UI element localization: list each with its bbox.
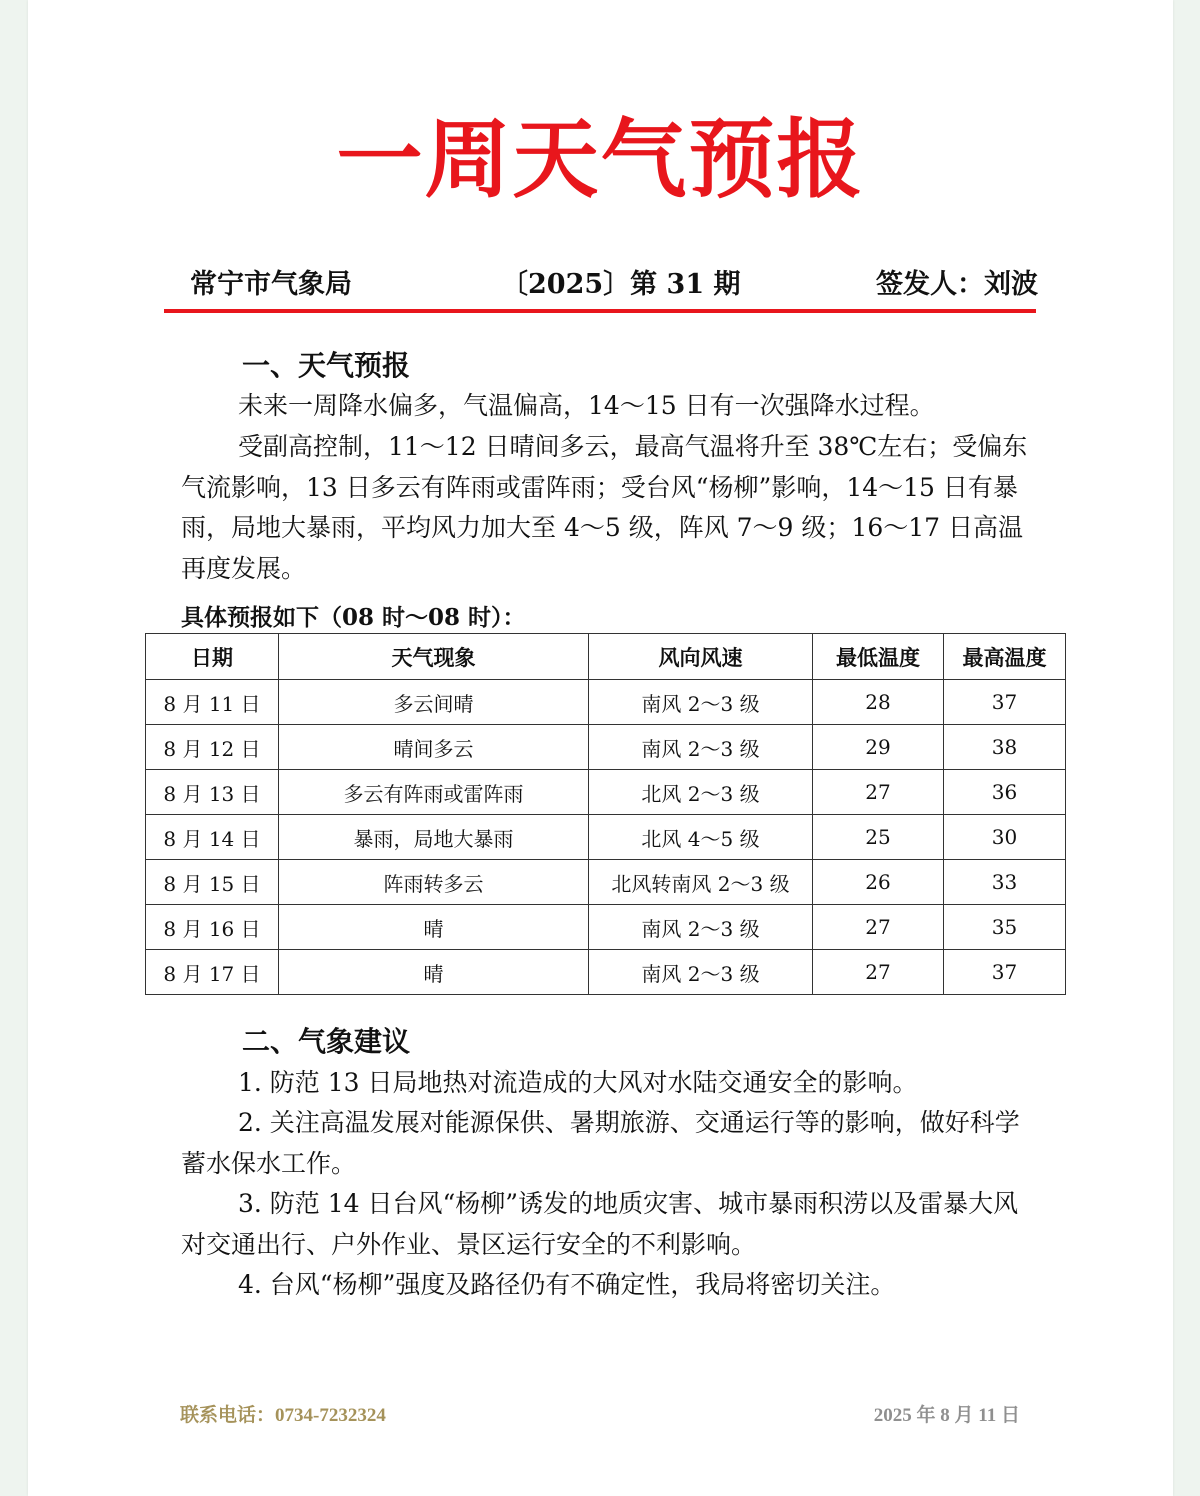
cell-date: 8 月 12 日 [146,725,279,770]
cell-min-temp: 29 [813,725,944,770]
cell-weather: 暴雨，局地大暴雨 [279,815,589,860]
cell-wind: 北风 2～3 级 [589,770,813,815]
col-header-date: 日期 [146,634,279,680]
cell-date: 8 月 13 日 [146,770,279,815]
advice-item: 1. 防范 13 日局地热对流造成的大风对水陆交通安全的影响。 [238,1068,918,1097]
cell-min-temp: 26 [813,860,944,905]
cell-min-temp: 27 [813,950,944,995]
document-page [28,0,1173,1496]
cell-max-temp: 36 [944,770,1066,815]
document-title: 一周天气预报 [336,110,865,210]
cell-max-temp: 33 [944,860,1066,905]
cell-max-temp: 37 [944,950,1066,995]
cell-date: 8 月 17 日 [146,950,279,995]
advice-item: 2. 关注高温发展对能源保供、暑期旅游、交通运行等的影响，做好科学蓄水保水工作。 [181,1108,1020,1178]
issue-date: 2025 年 8 月 11 日 [873,1405,1020,1426]
table-row [146,950,1066,995]
table-row [146,860,1066,905]
table-row [146,680,1066,725]
cell-date: 8 月 16 日 [146,905,279,950]
cell-max-temp: 35 [944,905,1066,950]
cell-weather: 多云间晴 [279,680,589,725]
cell-date: 8 月 14 日 [146,815,279,860]
cell-weather: 阵雨转多云 [279,860,589,905]
cell-weather: 晴间多云 [279,725,589,770]
section-title-forecast: 一、天气预报 [242,349,411,382]
issue-number: 〔2025〕第 31 期 [501,269,741,300]
forecast-table [145,633,1066,995]
cell-weather: 晴 [279,905,589,950]
contact-phone: 联系电话：0734-7232324 [180,1405,386,1426]
cell-min-temp: 25 [813,815,944,860]
cell-weather: 晴 [279,950,589,995]
table-row [146,770,1066,815]
cell-wind: 南风 2～3 级 [589,905,813,950]
cell-date: 8 月 15 日 [146,860,279,905]
col-header-weather: 天气现象 [279,634,589,680]
table-row [146,905,1066,950]
cell-max-temp: 30 [944,815,1066,860]
issuing-organization: 常宁市气象局 [190,269,352,300]
col-header-wind: 风向风速 [589,634,813,680]
forecast-summary: 未来一周降水偏多，气温偏高，14～15 日有一次强降水过程。 [238,391,935,420]
cell-wind: 北风转南风 2～3 级 [589,860,813,905]
cell-date: 8 月 11 日 [146,680,279,725]
document-header [163,262,1038,302]
section-title-advice: 二、气象建议 [242,1025,411,1058]
cell-max-temp: 37 [944,680,1066,725]
cell-wind: 北风 4～5 级 [589,815,813,860]
advice-item: 3. 防范 14 日台风“杨柳”诱发的地质灾害、城市暴雨积涝以及雷暴大风对交通出行、户外作业、景区运行安全的不利影响。 [181,1189,1019,1259]
cell-max-temp: 38 [944,725,1066,770]
col-header-max-temp: 最高温度 [944,634,1066,680]
header-divider [164,309,1036,313]
cell-min-temp: 27 [813,905,944,950]
cell-wind: 南风 2～3 级 [589,950,813,995]
cell-min-temp: 27 [813,770,944,815]
table-row [146,725,1066,770]
advice-item: 4. 台风“杨柳”强度及路径仍有不确定性，我局将密切关注。 [238,1270,896,1299]
table-label: 具体预报如下（08 时～08 时）： [181,604,526,631]
cell-wind: 南风 2～3 级 [589,725,813,770]
table-header-row [146,634,1066,680]
cell-wind: 南风 2～3 级 [589,680,813,725]
col-header-min-temp: 最低温度 [813,634,944,680]
cell-weather: 多云有阵雨或雷阵雨 [279,770,589,815]
table-row [146,815,1066,860]
signer: 签发人：刘波 [876,269,1038,300]
cell-min-temp: 28 [813,680,944,725]
forecast-detail: 受副高控制，11～12 日晴间多云，最高气温将升至 38℃左右；受偏东气流影响，13 日多云有阵雨或雷阵雨；受台风“杨柳”影响，14～15 日有暴雨，局地大暴雨，平均风力加大至 4～5 级，阵风 7～9 级；16～17 日高温再度发展。 [181,432,1028,583]
